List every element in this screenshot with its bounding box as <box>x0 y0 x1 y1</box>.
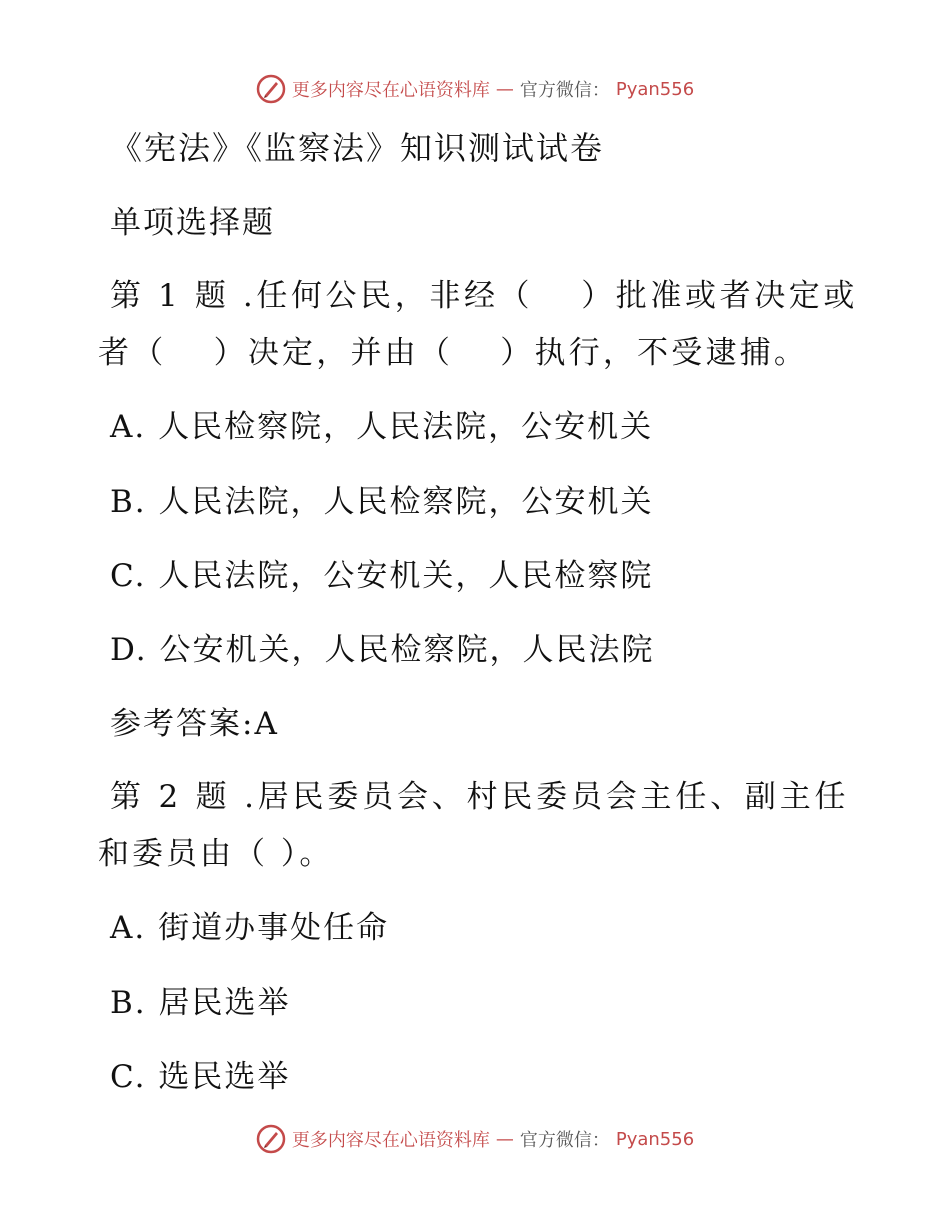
question-2-stem-line-2: 和委员由（ ）。 <box>98 836 334 872</box>
header-watermark <box>0 72 950 106</box>
question-1-option-b: B. 人民法院，人民检察院，公安机关 <box>110 484 654 520</box>
watermark-label: 官方微信： <box>519 1130 610 1151</box>
watermark-main-text: 更多内容尽在心语资料库 <box>291 1130 490 1151</box>
question-1-option-d: D. 公安机关，人民检察院，人民法院 <box>110 632 655 668</box>
watermark-wechat-id: Pyan556 <box>615 78 695 100</box>
question-1-option-a: A. 人民检察院，人民法院，公安机关 <box>110 409 654 445</box>
question-1-answer: 参考答案:A <box>110 706 279 742</box>
footer-watermark <box>0 1122 950 1156</box>
question-2-option-a: A. 街道办事处任命 <box>110 910 390 946</box>
watermark-wechat-id: Pyan556 <box>615 1128 695 1150</box>
section-heading: 单项选择题 <box>110 205 275 241</box>
watermark-separator: — <box>495 1128 514 1150</box>
question-1-option-c: C. 人民法院，公安机关，人民检察院 <box>110 558 654 594</box>
document-title: 《宪法》《监察法》知识测试试卷 <box>110 129 605 167</box>
question-2-stem-line-1: 第 2 题 .居民委员会、村民委员会主任、副主任 <box>110 779 850 815</box>
question-1-stem-line-2: 者（ ）决定，并由（ ）执行，不受逮捕。 <box>98 335 809 371</box>
watermark-label: 官方微信： <box>519 80 610 101</box>
watermark-separator: — <box>495 78 514 100</box>
question-2-option-b: B. 居民选举 <box>110 985 291 1021</box>
question-1-stem-line-1: 第 1 题 .任何公民，非经（ ）批准或者决定或 <box>110 278 858 314</box>
question-2-option-c: C. 选民选举 <box>110 1059 291 1095</box>
quill-logo-icon <box>256 74 286 104</box>
quill-logo-icon <box>256 1124 286 1154</box>
watermark-main-text: 更多内容尽在心语资料库 <box>291 80 490 101</box>
